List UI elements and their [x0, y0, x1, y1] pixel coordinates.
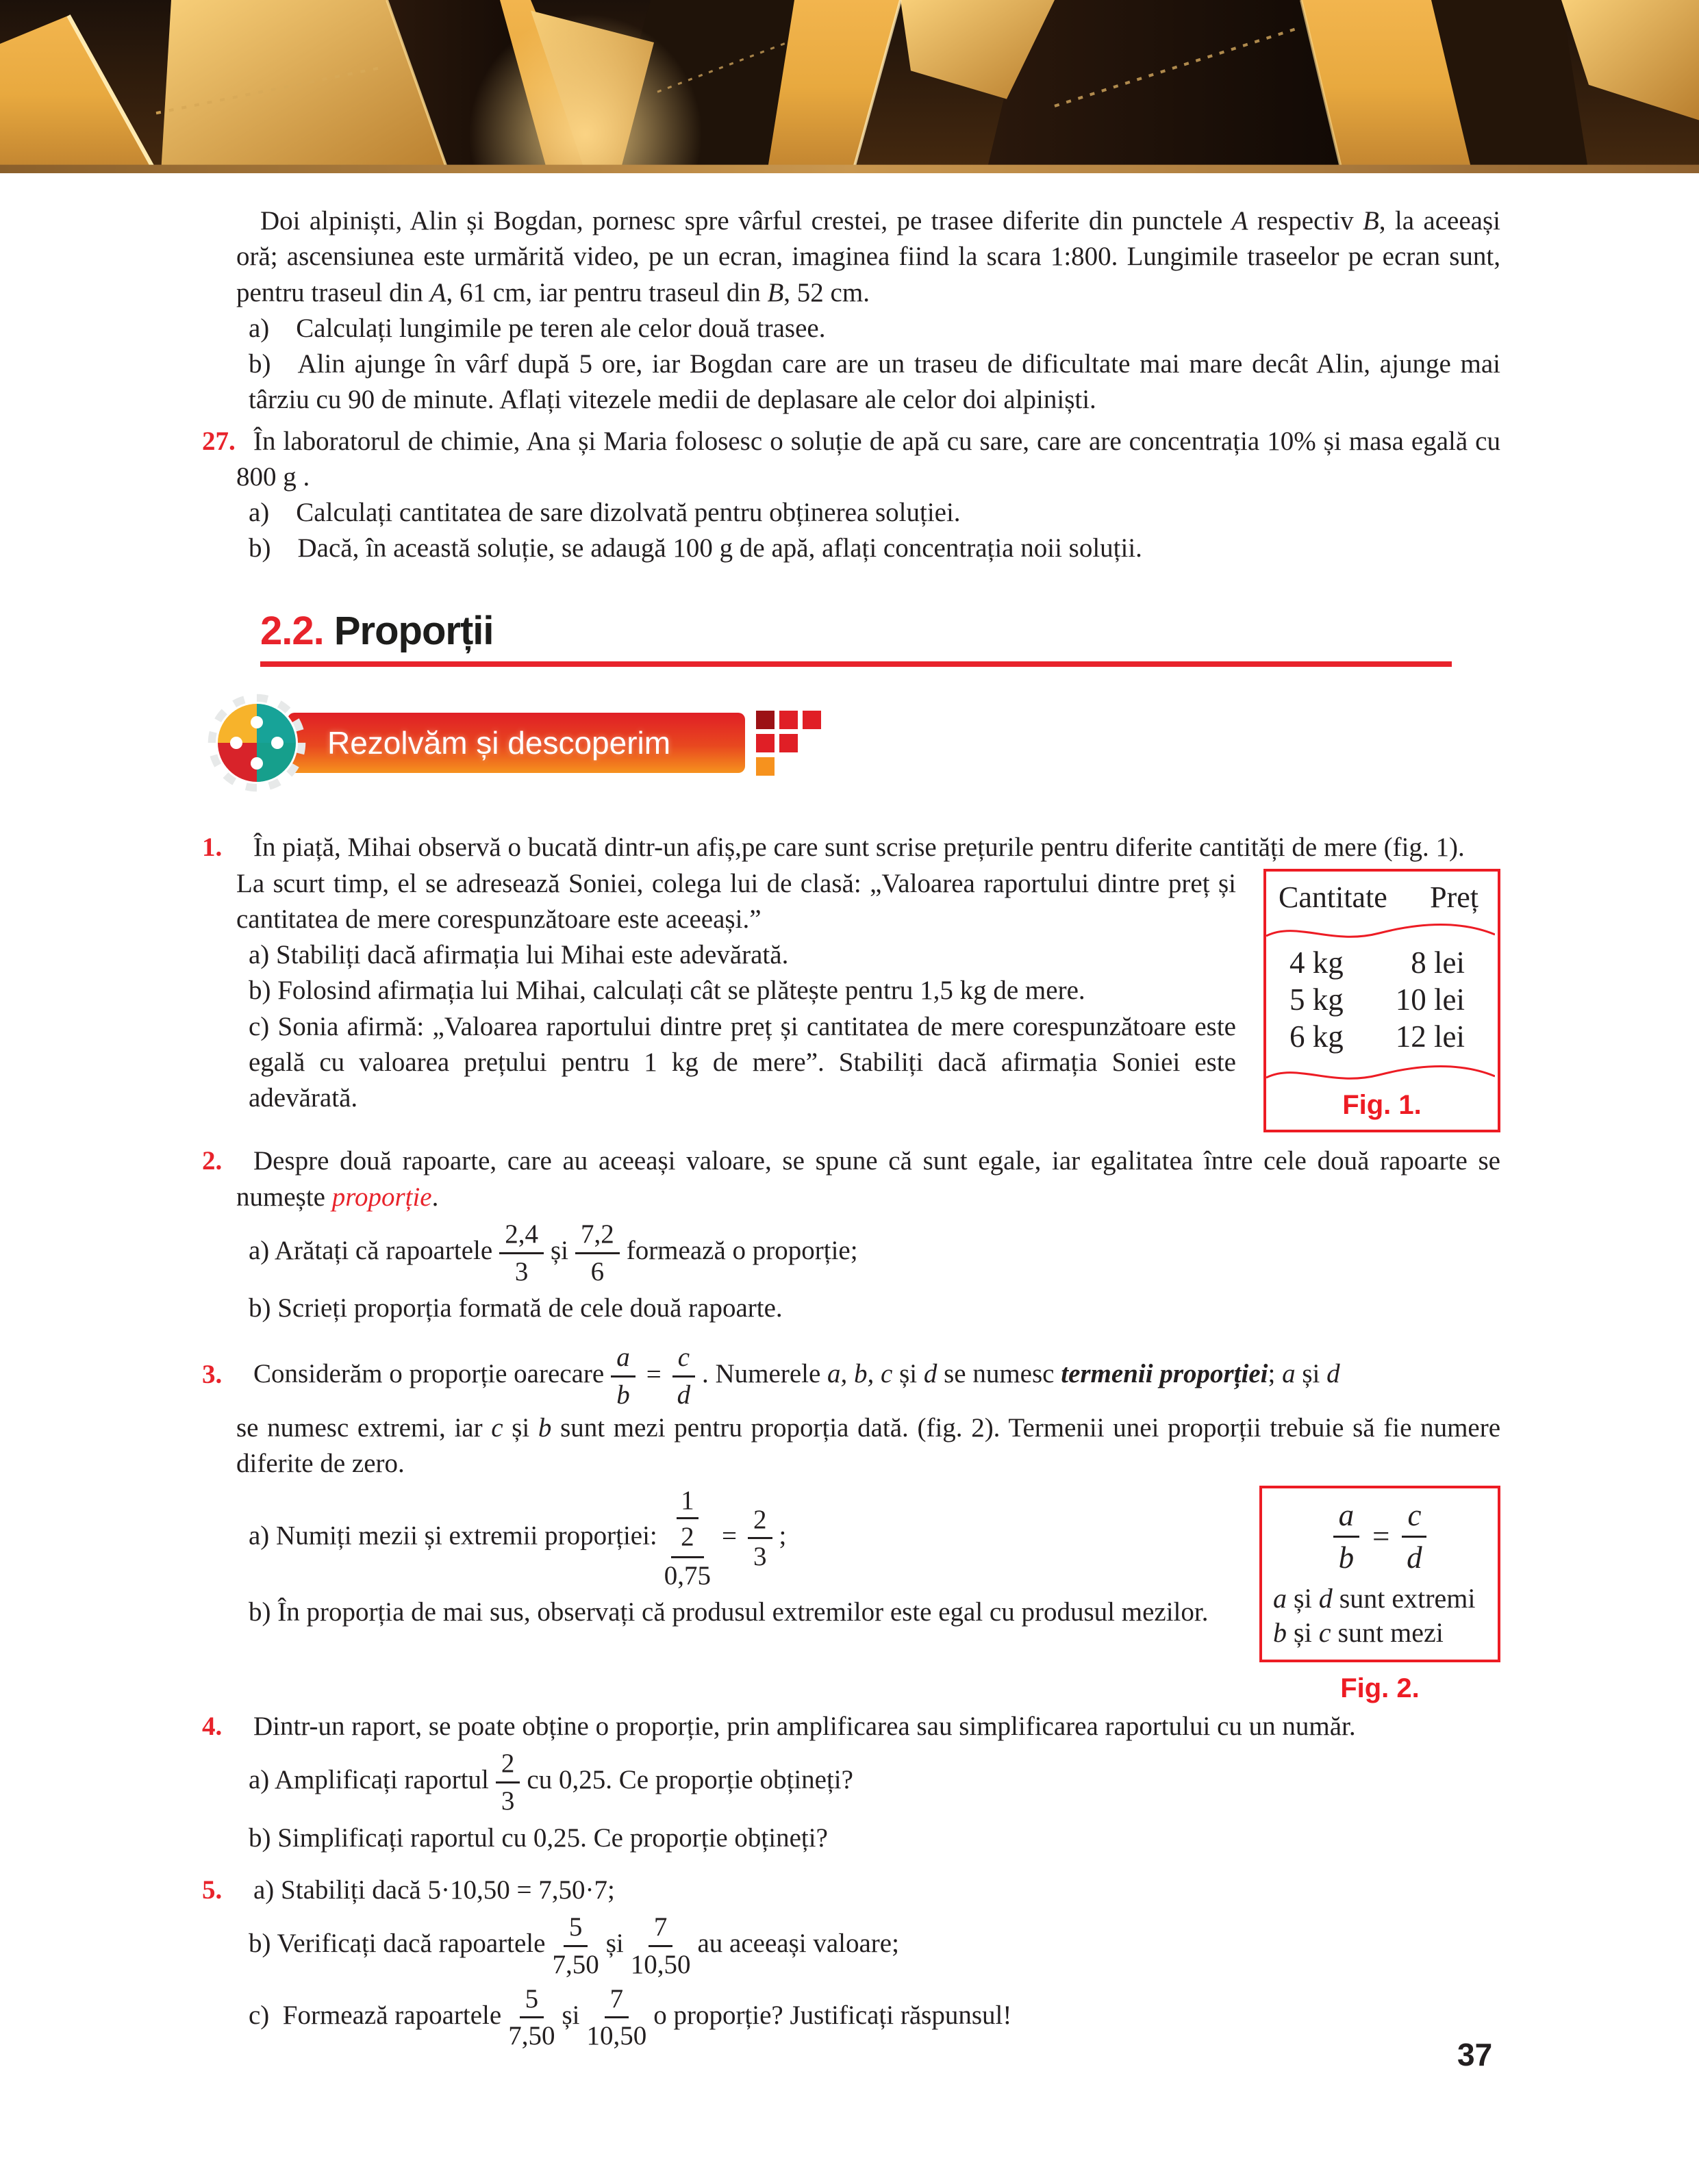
figure-1-table-header: [1266, 877, 1498, 914]
problem-2-item-a: [249, 1219, 1500, 1286]
numerator: 5: [564, 1912, 588, 1947]
problem-text: Despre două rapoarte, care au aceeași valoare, se spune că sunt egale, iar egalitatea între cele două rapoarte se numește proporție.: [236, 1146, 1500, 1212]
item-text: c) Formează rapoartele: [249, 2000, 502, 2030]
denominator: 3: [753, 1542, 767, 1572]
numerator: a: [1333, 1498, 1360, 1537]
fraction: [496, 1749, 520, 1816]
figure-1-box: [1263, 869, 1500, 1132]
problem-1-paragraph-2: La scurt timp, el se adresează Soniei, colega lui de clasă: „Valoarea raportului dintre preț și cantitatea de mere corespunzătoare este aceeași.”: [236, 868, 1236, 934]
problem-27-item-b: b) Dacă, în această soluție, se adaugă 100 g de apă, aflați concentrația noii soluții.: [249, 533, 1142, 563]
numerator: 2: [748, 1505, 772, 1540]
fraction: [499, 1219, 544, 1286]
problem-number: 3.: [202, 1359, 223, 1389]
item-text: o proporție? Justificați răspunsul!: [653, 2000, 1012, 2030]
numerator: 1: [677, 1486, 699, 1519]
problem-27: [202, 424, 1500, 567]
problem-3-continuation: se numesc extremi, iar c și b sunt mezi pentru proporția dată. (fig. 2). Termenii unei proporții trebuie să fie numere diferite de zero.: [236, 1412, 1501, 1479]
figure-2-line-mezi: b și c sunt mezi: [1273, 1617, 1444, 1649]
figure-2-formula: [1273, 1495, 1487, 1582]
page-number: 37: [1457, 2037, 1493, 2072]
problem-5: [202, 1872, 1500, 2051]
problem-text: În laboratorul de chimie, Ana și Maria folosesc o soluție de apă cu sare, care are concentrația 10% și masa egală cu 800 g .: [236, 426, 1500, 492]
problem-1-item-a: a) Stabiliți dacă afirmația lui Mihai este adevărată.: [249, 940, 789, 970]
fraction: [575, 1219, 620, 1286]
item-text: a) Numiți mezii și extremii proporției:: [249, 1521, 657, 1551]
problem-2-item-b: b) Scrieți proporția formată de cele două rapoarte.: [249, 1293, 783, 1323]
problem-number: 5.: [202, 1875, 223, 1905]
badge-banner: [288, 713, 745, 773]
header-cubes-image: [0, 0, 1699, 173]
problem-3-item-b: b) În proporția de mai sus, observați că produsul extremilor este egal cu produsul mezilor.: [249, 1597, 1209, 1627]
problem-5-item-a: [202, 1872, 1500, 1908]
badge-square: [756, 711, 775, 729]
problem-2-statement: [202, 1143, 1500, 1215]
figure-2-box: [1259, 1486, 1500, 1662]
numerator: 2: [496, 1749, 520, 1783]
fraction: [1333, 1498, 1360, 1575]
badge-square: [779, 711, 798, 729]
problem-1-item-b: b) Folosind afirmația lui Mihai, calculați cât se plătește pentru 1,5 kg de mere.: [249, 976, 1085, 1006]
badge-square-empty: [779, 757, 798, 776]
denominator: b: [1338, 1540, 1355, 1575]
intro-item-a: a) Calculați lungimile pe teren ale celor două trasee.: [249, 313, 826, 343]
problem-3-statement: [202, 1343, 1500, 1410]
item-text: ;: [779, 1521, 787, 1551]
intro-paragraph: Doi alpiniști, Alin și Bogdan, pornesc spre vârful crestei, pe trasee diferite din punctele A respectiv B, la aceeași oră; ascensiunea este urmărită video, pe un ecran, imaginea fiind la scara 1:800. Lungimile traseelor pe ecran sunt, pentru traseul din A, 61 cm, iar pentru traseul din B, 52 cm.: [236, 206, 1500, 307]
column-cantitate: Cantitate: [1279, 880, 1387, 914]
problem-number: 4.: [202, 1712, 223, 1742]
fraction: [586, 1984, 646, 2051]
fraction: [611, 1343, 635, 1410]
badge-rezolvam: [205, 691, 1500, 794]
wavy-separator: [1266, 1060, 1495, 1084]
inner-fraction: [677, 1486, 699, 1551]
equals-sign: =: [722, 1521, 738, 1551]
numerator: 2,4: [499, 1219, 544, 1254]
problem-text: . Numerele a, b, c și d se numesc termenii proporției; a și d: [702, 1359, 1340, 1389]
problem-1-item-c: c) Sonia afirmă: „Valoarea raportului dintre preț și cantitatea de mere corespunzătoare este egală cu valoarea prețului pentru 1 kg de mere”. Stabiliți dacă afirmația Soniei este adevărată.: [249, 1011, 1236, 1113]
denominator: 7,50: [552, 1949, 599, 1979]
problem-2: [202, 1143, 1500, 1326]
quantity-cell: 4 kg: [1289, 945, 1344, 980]
problem-1-statement: [202, 830, 1500, 865]
section-title-line: [260, 608, 1500, 653]
numerator: 7: [649, 1912, 673, 1947]
figure-2-line-extremi: a și d sunt extremi: [1273, 1583, 1476, 1614]
item-text: și: [562, 2000, 580, 2030]
problem-27-statement: [202, 424, 1500, 496]
fraction: [508, 1984, 555, 2051]
table-row: [1266, 981, 1498, 1018]
item-text: a) Arătați că rapoartele: [249, 1236, 493, 1266]
numerator: 7,2: [575, 1219, 620, 1254]
problem-4: [202, 1709, 1500, 1856]
section-number: 2.2.: [260, 608, 324, 653]
problem-number: 2.: [202, 1146, 223, 1176]
section-title: Proporții: [333, 608, 494, 653]
badge-square: [756, 734, 775, 752]
equals-sign: =: [646, 1359, 662, 1389]
problem-4-statement: [202, 1709, 1500, 1744]
table-row: [1266, 1018, 1498, 1055]
denominator: 0,75: [664, 1560, 712, 1590]
badge-squares: [756, 711, 821, 776]
problem-5-item-b: [249, 1912, 1500, 1979]
column-pret: Preț: [1430, 880, 1478, 914]
denominator: 3: [501, 1786, 515, 1816]
intro-item-b: b) Alin ajunge în vârf după 5 ore, iar Bogdan care are un traseu de dificultate mai mare decât Alin, ajunge mai târziu cu 90 de minute. Aflați vitezele medii de deplasare ale celor doi alpiniști.: [249, 349, 1500, 415]
gear-puzzle-icon: [205, 691, 308, 794]
badge-label: Rezolvăm și descoperim: [327, 724, 671, 761]
problem-27-item-a: a) Calculați cantitatea de sare dizolvată pentru obținerea soluției.: [249, 498, 961, 527]
price-cell: 8 lei: [1411, 945, 1465, 980]
fraction: [748, 1505, 772, 1572]
numerator: c: [1402, 1498, 1426, 1537]
item-text: și: [605, 1929, 624, 1959]
fraction: [1402, 1498, 1426, 1575]
section-underline: [260, 661, 1452, 667]
fraction: [631, 1912, 691, 1979]
numerator: c: [672, 1343, 695, 1377]
denominator: b: [616, 1380, 630, 1410]
price-cell: 12 lei: [1395, 1019, 1465, 1054]
numerator: 5: [520, 1984, 544, 2019]
denominator: 10,50: [586, 2021, 647, 2051]
badge-square: [803, 711, 821, 729]
item-text: formează o proporție;: [626, 1236, 858, 1266]
item-text: și: [550, 1236, 568, 1266]
item-text: a) Stabiliți dacă 5·10,50 = 7,50·7;: [253, 1875, 615, 1905]
cubes-illustration: [0, 0, 1699, 173]
fraction: [552, 1912, 599, 1979]
problem-text: Dintr-un raport, se poate obține o proporție, prin amplificarea sau simplificarea raportului cu un număr.: [253, 1712, 1356, 1742]
problem-4-item-b: b) Simplificați raportul cu 0,25. Ce proporție obțineți?: [249, 1823, 828, 1853]
numerator: 7: [605, 1984, 629, 2019]
badge-square: [756, 757, 775, 776]
numerator: a: [611, 1343, 635, 1377]
denominator: 2: [681, 1522, 694, 1551]
fraction: [672, 1343, 695, 1410]
item-text: b) Verificați dacă rapoartele: [249, 1929, 546, 1959]
section-heading: [260, 608, 1500, 668]
denominator: 10,50: [630, 1949, 691, 1979]
denominator: 6: [590, 1256, 605, 1286]
table-row: [1266, 944, 1498, 981]
item-text: au aceeași valoare;: [697, 1929, 899, 1959]
complex-fraction: [664, 1486, 711, 1590]
problem-number: 27.: [202, 426, 236, 456]
equals-sign: =: [1370, 1519, 1392, 1554]
problem-text: Considerăm o proporție oarecare: [253, 1359, 605, 1389]
wavy-separator: [1266, 918, 1495, 943]
price-cell: 10 lei: [1395, 982, 1465, 1017]
problem-5-item-c: [249, 1984, 1500, 2051]
item-text: cu 0,25. Ce proporție obțineți?: [527, 1765, 853, 1795]
problem-3: [202, 1343, 1501, 1704]
denominator: 3: [514, 1256, 529, 1286]
numerator: [671, 1486, 704, 1558]
quantity-cell: 5 kg: [1289, 982, 1344, 1017]
problem-text: În piață, Mihai observă o bucată dintr-un afiș,pe care sunt scrise prețurile pentru diferite cantități de mere (fig. 1).: [253, 833, 1465, 863]
figure-1-caption: Fig. 1.: [1342, 1089, 1422, 1120]
problem-number: 1.: [202, 833, 223, 863]
badge-square: [779, 734, 798, 752]
denominator: 7,50: [508, 2021, 555, 2051]
page-content: [0, 173, 1699, 2055]
denominator: d: [1407, 1540, 1422, 1575]
problem-4-item-a: [249, 1749, 1500, 1816]
denominator: d: [677, 1380, 691, 1410]
figure-2: [1259, 1486, 1500, 1702]
quantity-cell: 6 kg: [1289, 1019, 1344, 1054]
problem-1: [202, 830, 1500, 1120]
figure-1: [1263, 869, 1500, 1132]
item-text: a) Amplificați raportul: [249, 1765, 489, 1795]
badge-square-empty: [803, 757, 821, 776]
badge-square-empty: [803, 734, 821, 752]
figure-2-caption: Fig. 2.: [1340, 1673, 1420, 1704]
